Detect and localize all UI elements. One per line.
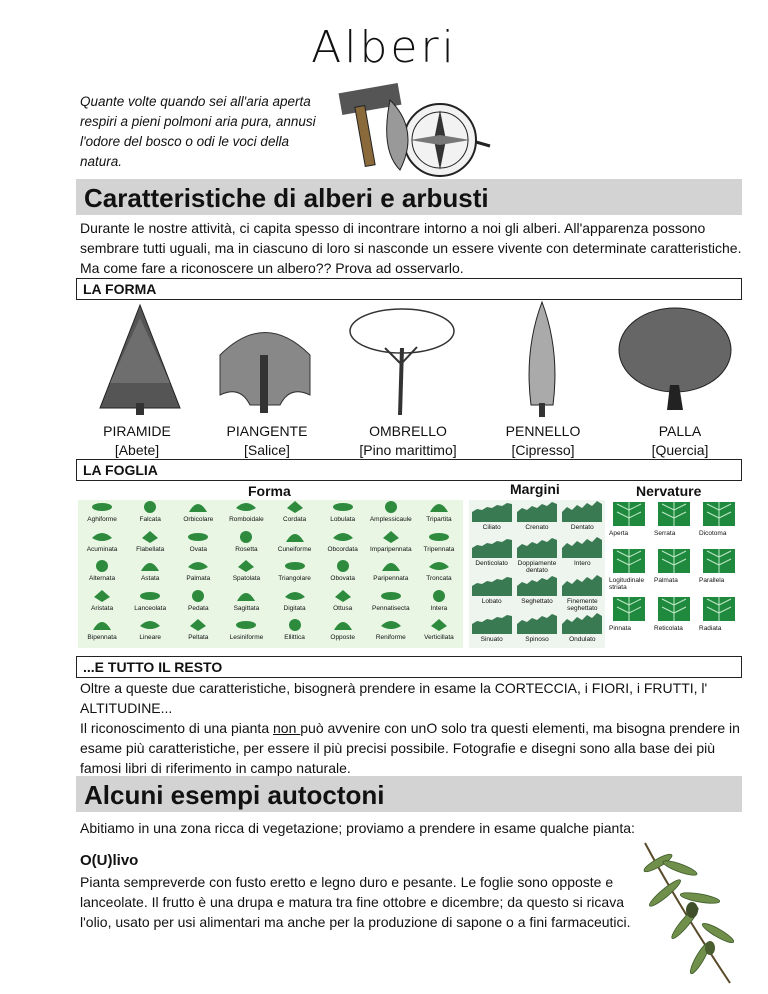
leaf-form-cell: [367, 530, 415, 560]
leaf-form-label: Ottusa: [333, 604, 353, 612]
brush-tree-icon: [515, 300, 570, 420]
margin-shape-icon: [472, 500, 512, 522]
leaf-shape-icon: [174, 618, 222, 634]
tree-caption-pennello: PENNELLO [Cipresso]: [505, 423, 581, 458]
leaf-form-label: Astata: [140, 575, 160, 583]
leaf-form-cell: [415, 589, 463, 619]
leaf-nervature-header: Nervature: [636, 483, 702, 499]
leaf-margin-cell: [514, 536, 559, 574]
leaf-form-cell: [174, 530, 222, 560]
leaf-shape-icon: [415, 589, 463, 605]
leaf-form-label: Digitata: [283, 604, 306, 612]
leaf-vein-label: Aperta: [609, 530, 629, 537]
leaf-shape-icon: [222, 618, 270, 634]
leaf-margin-cell: [469, 612, 514, 648]
olive-branch-illustration: [630, 838, 740, 988]
leaf-margin-label: Dentato: [570, 524, 594, 531]
tree-caption-piramide: PIRAMIDE [Abete]: [103, 423, 171, 458]
margin-shape-icon: [517, 500, 557, 522]
leaf-shape-icon: [222, 530, 270, 546]
leaf-form-cell: [174, 559, 222, 589]
leaf-margin-label: Lobato: [481, 598, 502, 605]
leaf-form-cell: [222, 589, 270, 619]
leaf-shape-icon: [78, 559, 126, 575]
leaf-shape-icon: [319, 500, 367, 516]
weeping-tree-icon: [210, 315, 320, 415]
leaf-form-label: Imparipennata: [370, 545, 412, 553]
leaf-form-cell: [367, 618, 415, 648]
leaf-form-label: Pedata: [188, 604, 209, 612]
foglia-box-label: LA FOGLIA: [76, 459, 742, 481]
leaf-form-label: Ellittica: [284, 634, 305, 642]
leaf-form-label: Sagittata: [233, 604, 260, 612]
leaf-form-cell: [174, 589, 222, 619]
leaf-shape-icon: [126, 589, 174, 605]
margin-shape-icon: [472, 612, 512, 634]
vein-pattern-icon: [609, 500, 649, 528]
leaf-form-cell: [271, 530, 319, 560]
leaf-shape-icon: [367, 500, 415, 516]
leaf-margin-label: Finemente seghettato: [566, 598, 598, 612]
leaf-margin-label: Crenato: [525, 524, 549, 531]
leaf-margin-cell: [560, 500, 605, 536]
margin-shape-icon: [472, 574, 512, 596]
leaf-shape-icon: [271, 530, 319, 546]
leaf-form-cell: [271, 589, 319, 619]
vein-pattern-icon: [699, 547, 739, 575]
leaf-shape-icon: [174, 530, 222, 546]
leaf-form-label: Cuneiforme: [277, 545, 312, 553]
leaf-margin-label: Seghettato: [521, 598, 553, 605]
vein-pattern-icon: [609, 547, 649, 575]
leaf-form-label: Ovata: [189, 545, 207, 553]
leaf-form-label: Spatolata: [232, 575, 261, 583]
leaf-form-label: Obcordata: [327, 545, 358, 553]
leaf-margin-cell: [469, 574, 514, 612]
pyramid-tree-icon: [95, 303, 185, 418]
ball-tree-icon: [615, 305, 735, 415]
leaf-margins-grid: [469, 500, 605, 648]
leaf-form-label: Lineare: [139, 634, 162, 642]
leaf-vein-cell: [654, 595, 699, 642]
leaf-shape-icon: [271, 500, 319, 516]
leaf-form-cell: [174, 618, 222, 648]
leaf-form-label: Lanceolata: [134, 604, 167, 612]
leaf-form-label: Lesiniforme: [229, 634, 264, 642]
leaf-form-label: Triangolare: [278, 575, 311, 583]
section-heading-characteristics: Caratteristiche di alberi e arbusti: [76, 179, 742, 215]
leaf-form-cell: [222, 618, 270, 648]
leaf-form-cell: [174, 500, 222, 530]
leaf-margin-cell: [560, 574, 605, 612]
leaf-forms-grid: [78, 500, 463, 648]
leaf-form-cell: [271, 500, 319, 530]
leaf-forma-header: Forma: [248, 483, 291, 499]
leaf-form-label: Reniforme: [375, 634, 406, 642]
margin-shape-icon: [517, 536, 557, 558]
vein-pattern-icon: [699, 595, 739, 623]
margin-shape-icon: [562, 500, 602, 522]
leaf-margin-label: Intero: [574, 560, 591, 567]
leaf-form-cell: [271, 618, 319, 648]
leaf-shape-icon: [319, 530, 367, 546]
leaf-shape-icon: [222, 500, 270, 516]
leaf-shape-icon: [126, 618, 174, 634]
leaf-form-cell: [319, 500, 367, 530]
leaf-form-label: Aghiforme: [87, 516, 117, 523]
leaf-form-cell: [367, 559, 415, 589]
leaf-shape-icon: [367, 559, 415, 575]
leaf-vein-cell: [699, 500, 744, 547]
leaf-form-label: Amplessicaule: [369, 516, 412, 523]
leaf-form-label: Verticillata: [424, 634, 454, 642]
leaf-margin-cell: [514, 574, 559, 612]
leaf-form-cell: [126, 500, 174, 530]
leaf-vein-label: Reticolata: [654, 624, 683, 632]
leaf-vein-label: Logitudinale striata: [609, 577, 645, 592]
leaf-vein-cell: [699, 547, 744, 594]
leaf-form-label: Bipennata: [87, 634, 117, 642]
leaf-shape-icon: [319, 589, 367, 605]
leaf-form-label: Intera: [430, 604, 448, 612]
leaf-vein-label: Parallela: [699, 577, 725, 585]
leaf-vein-label: Serrata: [654, 530, 676, 537]
examples-intro-text: Abitiamo in una zona ricca di vegetazione; proviamo a prendere in esame qualche pianta:: [80, 820, 635, 836]
leaf-shape-icon: [367, 589, 415, 605]
resto-box-label: ...E TUTTO IL RESTO: [76, 656, 742, 678]
leaf-form-cell: [367, 589, 415, 619]
tree-caption-piangente: PIANGENTE [Salice]: [226, 423, 308, 458]
leaf-margin-cell: [560, 612, 605, 648]
leaf-form-cell: [415, 559, 463, 589]
leaf-form-cell: [222, 559, 270, 589]
vein-pattern-icon: [699, 500, 739, 528]
leaf-form-cell: [415, 500, 463, 530]
leaf-shape-icon: [78, 500, 126, 516]
leaf-form-cell: [319, 530, 367, 560]
leaf-form-cell: [415, 530, 463, 560]
leaf-shape-icon: [222, 559, 270, 575]
leaf-vein-cell: [654, 500, 699, 547]
leaf-form-cell: [78, 500, 126, 530]
leaf-form-label: Tripartita: [426, 516, 452, 523]
leaf-form-label: Acuminata: [86, 545, 118, 553]
tree-caption-palla: PALLA [Quercia]: [651, 423, 709, 458]
margin-shape-icon: [562, 536, 602, 558]
leaf-shape-icon: [271, 559, 319, 575]
page-title: Alberi: [311, 22, 457, 73]
leaf-form-cell: [78, 589, 126, 619]
leaf-shape-icon: [271, 618, 319, 634]
leaf-shape-icon: [415, 618, 463, 634]
leaf-margin-label: Denticolato: [475, 560, 508, 567]
vein-pattern-icon: [654, 547, 694, 575]
leaf-shape-icon: [174, 589, 222, 605]
leaf-shape-icon: [78, 618, 126, 634]
leaf-shape-icon: [319, 559, 367, 575]
leaf-margini-header: Margini: [510, 481, 560, 497]
vein-pattern-icon: [609, 595, 649, 623]
leaf-shape-icon: [415, 559, 463, 575]
leaf-shape-icon: [367, 530, 415, 546]
leaf-vein-cell: [609, 547, 654, 594]
leaf-form-label: Orbicolare: [183, 516, 214, 523]
leaf-margin-label: Spinoso: [525, 636, 549, 643]
margin-shape-icon: [562, 612, 602, 634]
tree-caption-ombrello: OMBRELLO [Pino marittimo]: [359, 423, 457, 458]
leaf-vein-label: Dicotoma: [699, 530, 727, 537]
leaf-vein-cell: [609, 500, 654, 547]
leaf-form-cell: [78, 618, 126, 648]
leaf-form-cell: [126, 530, 174, 560]
leaf-shape-icon: [271, 589, 319, 605]
leaf-margin-cell: [560, 536, 605, 574]
leaf-form-label: Romboidale: [229, 516, 264, 523]
forma-box-label: LA FORMA: [76, 278, 742, 300]
leaf-form-label: Falcata: [139, 516, 161, 523]
leaf-form-label: Opposte: [330, 634, 355, 642]
resto-paragraph-1: Oltre a queste due caratteristiche, bisognerà prendere in esame la CORTECCIA, i FIORI, i FRUTTI, l' ALTITUDINE...: [80, 680, 708, 716]
leaf-form-cell: [271, 559, 319, 589]
margin-shape-icon: [517, 574, 557, 596]
leaf-form-cell: [319, 589, 367, 619]
leaf-shape-icon: [415, 530, 463, 546]
leaf-form-label: Alternata: [89, 575, 116, 583]
leaf-form-cell: [126, 618, 174, 648]
leaf-form-label: Lobulata: [330, 516, 356, 523]
leaf-vein-cell: [609, 595, 654, 642]
axe-compass-illustration: [330, 80, 500, 180]
leaf-shape-icon: [319, 618, 367, 634]
leaf-margin-cell: [469, 536, 514, 574]
leaf-form-label: Palmata: [186, 575, 211, 583]
leaf-form-cell: [319, 618, 367, 648]
leaf-form-cell: [78, 559, 126, 589]
leaf-shape-icon: [174, 500, 222, 516]
margin-shape-icon: [517, 612, 557, 634]
leaf-form-cell: [222, 530, 270, 560]
leaf-shape-icon: [415, 500, 463, 516]
intro-text: Quante volte quando sei all'aria aperta respiri a pieni polmoni aria pura, annusi l'odore del bosco o odi le voci della natura.: [80, 94, 316, 169]
olivo-description: Pianta sempreverde con fusto eretto e legno duro e pesante. Le foglie sono opposte e lanceolate. Il frutto è una drupa e matura tra fine ottobre e dicembre; da questo si ricava l'olio, usato per usi alimentari ma anche per la produzione di sapone o a fini farmaceutici.: [80, 874, 631, 930]
leaf-shape-icon: [174, 559, 222, 575]
leaf-form-label: Obovata: [330, 575, 355, 583]
leaf-form-label: Cordata: [283, 516, 307, 523]
leaf-form-cell: [319, 559, 367, 589]
leaf-margin-cell: [514, 500, 559, 536]
leaf-vein-cell: [699, 595, 744, 642]
leaf-margin-cell: [514, 612, 559, 648]
leaf-form-label: Troncata: [426, 575, 452, 583]
leaf-form-label: Pennatisecta: [372, 604, 410, 612]
leaf-form-label: Rosetta: [235, 545, 258, 553]
vein-pattern-icon: [654, 500, 694, 528]
leaf-margin-label: Ciliato: [482, 524, 501, 531]
section-intro-text: Durante le nostre attività, ci capita spesso di incontrare intorno a noi gli alberi. All'apparenza possono sembrare tutti uguali, ma in ciascuno di loro si nasconde un essere vivente con determinate caratteristiche. Ma come fare a riconoscere un albero?? Prova ad osservarlo.: [80, 220, 742, 276]
leaf-shape-icon: [78, 530, 126, 546]
leaf-vein-cell: [654, 547, 699, 594]
leaf-vein-label: Radiata: [699, 624, 722, 632]
leaf-shape-icon: [126, 559, 174, 575]
leaf-shape-icon: [126, 530, 174, 546]
leaf-margin-label: Doppiamente dentato: [517, 560, 557, 574]
leaf-margin-label: Sinuato: [480, 636, 503, 643]
leaf-form-cell: [126, 589, 174, 619]
leaf-form-cell: [78, 530, 126, 560]
leaf-form-label: Tripennata: [423, 545, 455, 553]
margin-shape-icon: [562, 574, 602, 596]
margin-shape-icon: [472, 536, 512, 558]
leaf-form-label: Peltata: [188, 634, 209, 642]
leaf-form-label: Aristata: [91, 604, 114, 612]
umbrella-tree-icon: [345, 303, 460, 418]
leaf-margin-label: Ondulato: [569, 636, 596, 643]
leaf-form-label: Flabellata: [136, 545, 165, 553]
leaf-shape-icon: [126, 500, 174, 516]
leaf-vein-label: Palmata: [654, 577, 678, 585]
leaf-margin-cell: [469, 500, 514, 536]
vein-pattern-icon: [654, 595, 694, 623]
leaf-form-cell: [222, 500, 270, 530]
leaf-veins-grid: [609, 500, 744, 642]
leaf-form-cell: [415, 618, 463, 648]
section-heading-examples: Alcuni esempi autoctoni: [76, 776, 742, 812]
leaf-shape-icon: [367, 618, 415, 634]
leaf-shape-icon: [78, 589, 126, 605]
leaf-form-cell: [367, 500, 415, 530]
leaf-form-cell: [126, 559, 174, 589]
resto-paragraph-2: Il riconoscimento di una pianta non può avvenire con unO solo tra questi elementi, ma bisogna prendere in esame più caratteristiche, per essere il più precisi possibile. Fotografie e disegni sono alla base dei più famosi libri di riferimento in campo naturale.: [80, 720, 740, 776]
leaf-shape-icon: [222, 589, 270, 605]
olivo-title: O(U)livo: [80, 852, 139, 869]
leaf-form-label: Paripennata: [373, 575, 409, 583]
leaf-vein-label: Pinnata: [609, 624, 632, 632]
